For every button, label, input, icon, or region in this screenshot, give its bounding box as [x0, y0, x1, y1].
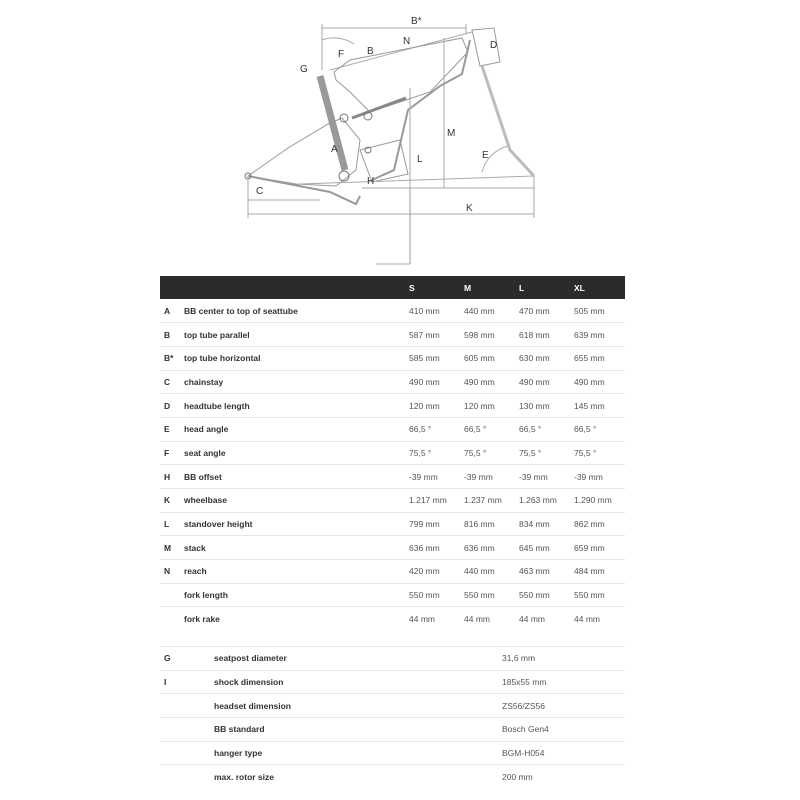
header-size-s: S	[409, 282, 415, 293]
value-size-s: 636 mm	[409, 542, 440, 553]
label-k: K	[466, 203, 473, 214]
value-size-m: 440 mm	[464, 566, 495, 577]
table-row	[160, 417, 625, 441]
value-size-s: 44 mm	[409, 614, 435, 625]
value-size-l: 44 mm	[519, 614, 545, 625]
row-label: headtube length	[184, 400, 250, 411]
value-size-xl: 75,5 °	[574, 447, 597, 458]
value-size-xl: 1.290 mm	[574, 495, 612, 506]
table-row	[160, 346, 625, 370]
value-size-xl: 639 mm	[574, 329, 605, 340]
table-row	[160, 741, 625, 765]
angle-arc-f	[322, 38, 354, 44]
value-size-l: 470 mm	[519, 305, 550, 316]
value-size-l: 463 mm	[519, 566, 550, 577]
row-key: M	[164, 542, 172, 553]
value-size-l: 1.263 mm	[519, 495, 557, 506]
row-key: H	[164, 471, 171, 482]
row-label: top tube parallel	[184, 329, 250, 340]
table-row	[160, 765, 625, 789]
spec-key: I	[164, 677, 167, 688]
geometry-header-row	[160, 276, 625, 299]
geometry-table	[160, 276, 625, 631]
label-f: F	[338, 49, 345, 60]
row-key: B*	[164, 353, 174, 364]
value-size-m: 598 mm	[464, 329, 495, 340]
header-label	[184, 276, 409, 299]
label-m: M	[447, 128, 456, 139]
header-key	[160, 276, 184, 299]
spec-label: BB standard	[214, 724, 265, 735]
value-size-xl: 44 mm	[574, 614, 600, 625]
value-size-m: 120 mm	[464, 400, 495, 411]
table-row	[160, 441, 625, 465]
value-size-s: 490 mm	[409, 376, 440, 387]
row-key: D	[164, 400, 171, 411]
value-size-s: 75,5 °	[409, 447, 432, 458]
value-size-l: 834 mm	[519, 519, 550, 530]
label-c: C	[256, 186, 264, 197]
spec-label: shock dimension	[214, 677, 284, 688]
row-key: K	[164, 495, 171, 506]
row-key	[160, 583, 184, 607]
label-a: A	[331, 144, 338, 155]
table-row	[160, 536, 625, 560]
row-label: fork rake	[184, 614, 220, 625]
row-label: stack	[184, 542, 206, 553]
spec-key	[160, 694, 214, 718]
value-size-s: 585 mm	[409, 353, 440, 364]
value-size-l: 66,5 °	[519, 424, 542, 435]
row-key	[160, 607, 184, 631]
value-size-s: 410 mm	[409, 305, 440, 316]
value-size-m: 550 mm	[464, 590, 495, 601]
value-size-s: 587 mm	[409, 329, 440, 340]
spec-key	[160, 765, 214, 789]
row-key: L	[164, 519, 170, 530]
row-key: N	[164, 566, 171, 577]
label-g: G	[300, 64, 308, 75]
table-row	[160, 647, 625, 671]
dim-line-n	[330, 32, 472, 70]
label-h: H	[367, 176, 375, 187]
row-label: chainstay	[184, 376, 224, 387]
header-size-xl: XL	[574, 282, 585, 293]
row-label: BB center to top of seattube	[184, 305, 298, 316]
spec-label: headset dimension	[214, 700, 291, 711]
spec-key	[160, 718, 214, 742]
value-size-l: 618 mm	[519, 329, 550, 340]
table-row	[160, 465, 625, 489]
frame-geometry-diagram	[240, 10, 540, 270]
table-row	[160, 512, 625, 536]
value-size-m: 75,5 °	[464, 447, 487, 458]
header-size-l: L	[519, 282, 525, 293]
value-size-m: 44 mm	[464, 614, 490, 625]
spec-value: 31,6 mm	[502, 653, 536, 664]
spec-value: BGM-H054	[502, 748, 545, 759]
value-size-s: 420 mm	[409, 566, 440, 577]
row-key: A	[164, 305, 171, 316]
row-label: head angle	[184, 424, 229, 435]
value-size-m: 490 mm	[464, 376, 495, 387]
value-size-s: 120 mm	[409, 400, 440, 411]
value-size-s: 66,5 °	[409, 424, 432, 435]
value-size-l: 75,5 °	[519, 447, 542, 458]
spec-value: 185x55 mm	[502, 677, 547, 688]
row-label: reach	[184, 566, 207, 577]
row-label: fork length	[184, 590, 228, 601]
value-size-s: 550 mm	[409, 590, 440, 601]
value-size-xl: 66,5 °	[574, 424, 597, 435]
value-size-l: 645 mm	[519, 542, 550, 553]
row-label: wheelbase	[184, 495, 227, 506]
table-row	[160, 560, 625, 584]
label-n: N	[403, 36, 411, 47]
value-size-xl: 659 mm	[574, 542, 605, 553]
value-size-s: 799 mm	[409, 519, 440, 530]
value-size-xl: 484 mm	[574, 566, 605, 577]
value-size-xl: 655 mm	[574, 353, 605, 364]
header-size-m: M	[464, 282, 472, 293]
value-size-xl: 505 mm	[574, 305, 605, 316]
row-label: seat angle	[184, 447, 226, 458]
value-size-m: 66,5 °	[464, 424, 487, 435]
row-key: B	[164, 329, 171, 340]
value-size-xl: 145 mm	[574, 400, 605, 411]
value-size-s: -39 mm	[409, 471, 438, 482]
row-label: standover height	[184, 519, 253, 530]
label-bstar: B*	[411, 16, 422, 27]
value-size-m: 605 mm	[464, 353, 495, 364]
value-size-l: 130 mm	[519, 400, 550, 411]
spec-value: ZS56/ZS56	[502, 700, 545, 711]
value-size-m: 636 mm	[464, 542, 495, 553]
value-size-l: 490 mm	[519, 376, 550, 387]
label-e: E	[482, 150, 489, 161]
label-l: L	[417, 154, 423, 165]
table-row	[160, 394, 625, 418]
spec-value: 200 mm	[502, 772, 533, 783]
row-key: F	[164, 447, 170, 458]
table-row	[160, 694, 625, 718]
table-row	[160, 489, 625, 513]
value-size-m: 440 mm	[464, 305, 495, 316]
table-row	[160, 323, 625, 347]
value-size-xl: 550 mm	[574, 590, 605, 601]
spec-label: seatpost diameter	[214, 653, 287, 664]
spec-label: hanger type	[214, 748, 263, 759]
value-size-m: 1.237 mm	[464, 495, 502, 506]
value-size-m: 816 mm	[464, 519, 495, 530]
table-row	[160, 583, 625, 607]
spec-key	[160, 741, 214, 765]
table-row	[160, 670, 625, 694]
value-size-l: 550 mm	[519, 590, 550, 601]
table-row	[160, 607, 625, 631]
table-row	[160, 299, 625, 323]
table-row	[160, 370, 625, 394]
label-b: B	[367, 46, 374, 57]
value-size-xl: -39 mm	[574, 471, 603, 482]
row-key: C	[164, 376, 171, 387]
label-d: D	[490, 40, 498, 51]
value-size-l: 630 mm	[519, 353, 550, 364]
row-label: BB offset	[184, 471, 222, 482]
value-size-m: -39 mm	[464, 471, 493, 482]
spec-table	[160, 646, 625, 789]
row-key: E	[164, 424, 170, 435]
spec-key: G	[164, 653, 171, 664]
value-size-s: 1.217 mm	[409, 495, 447, 506]
value-size-l: -39 mm	[519, 471, 548, 482]
value-size-xl: 490 mm	[574, 376, 605, 387]
spec-label: max. rotor size	[214, 772, 274, 783]
value-size-xl: 862 mm	[574, 519, 605, 530]
row-label: top tube horizontal	[184, 353, 261, 364]
spec-value: Bosch Gen4	[502, 724, 549, 735]
table-row	[160, 718, 625, 742]
